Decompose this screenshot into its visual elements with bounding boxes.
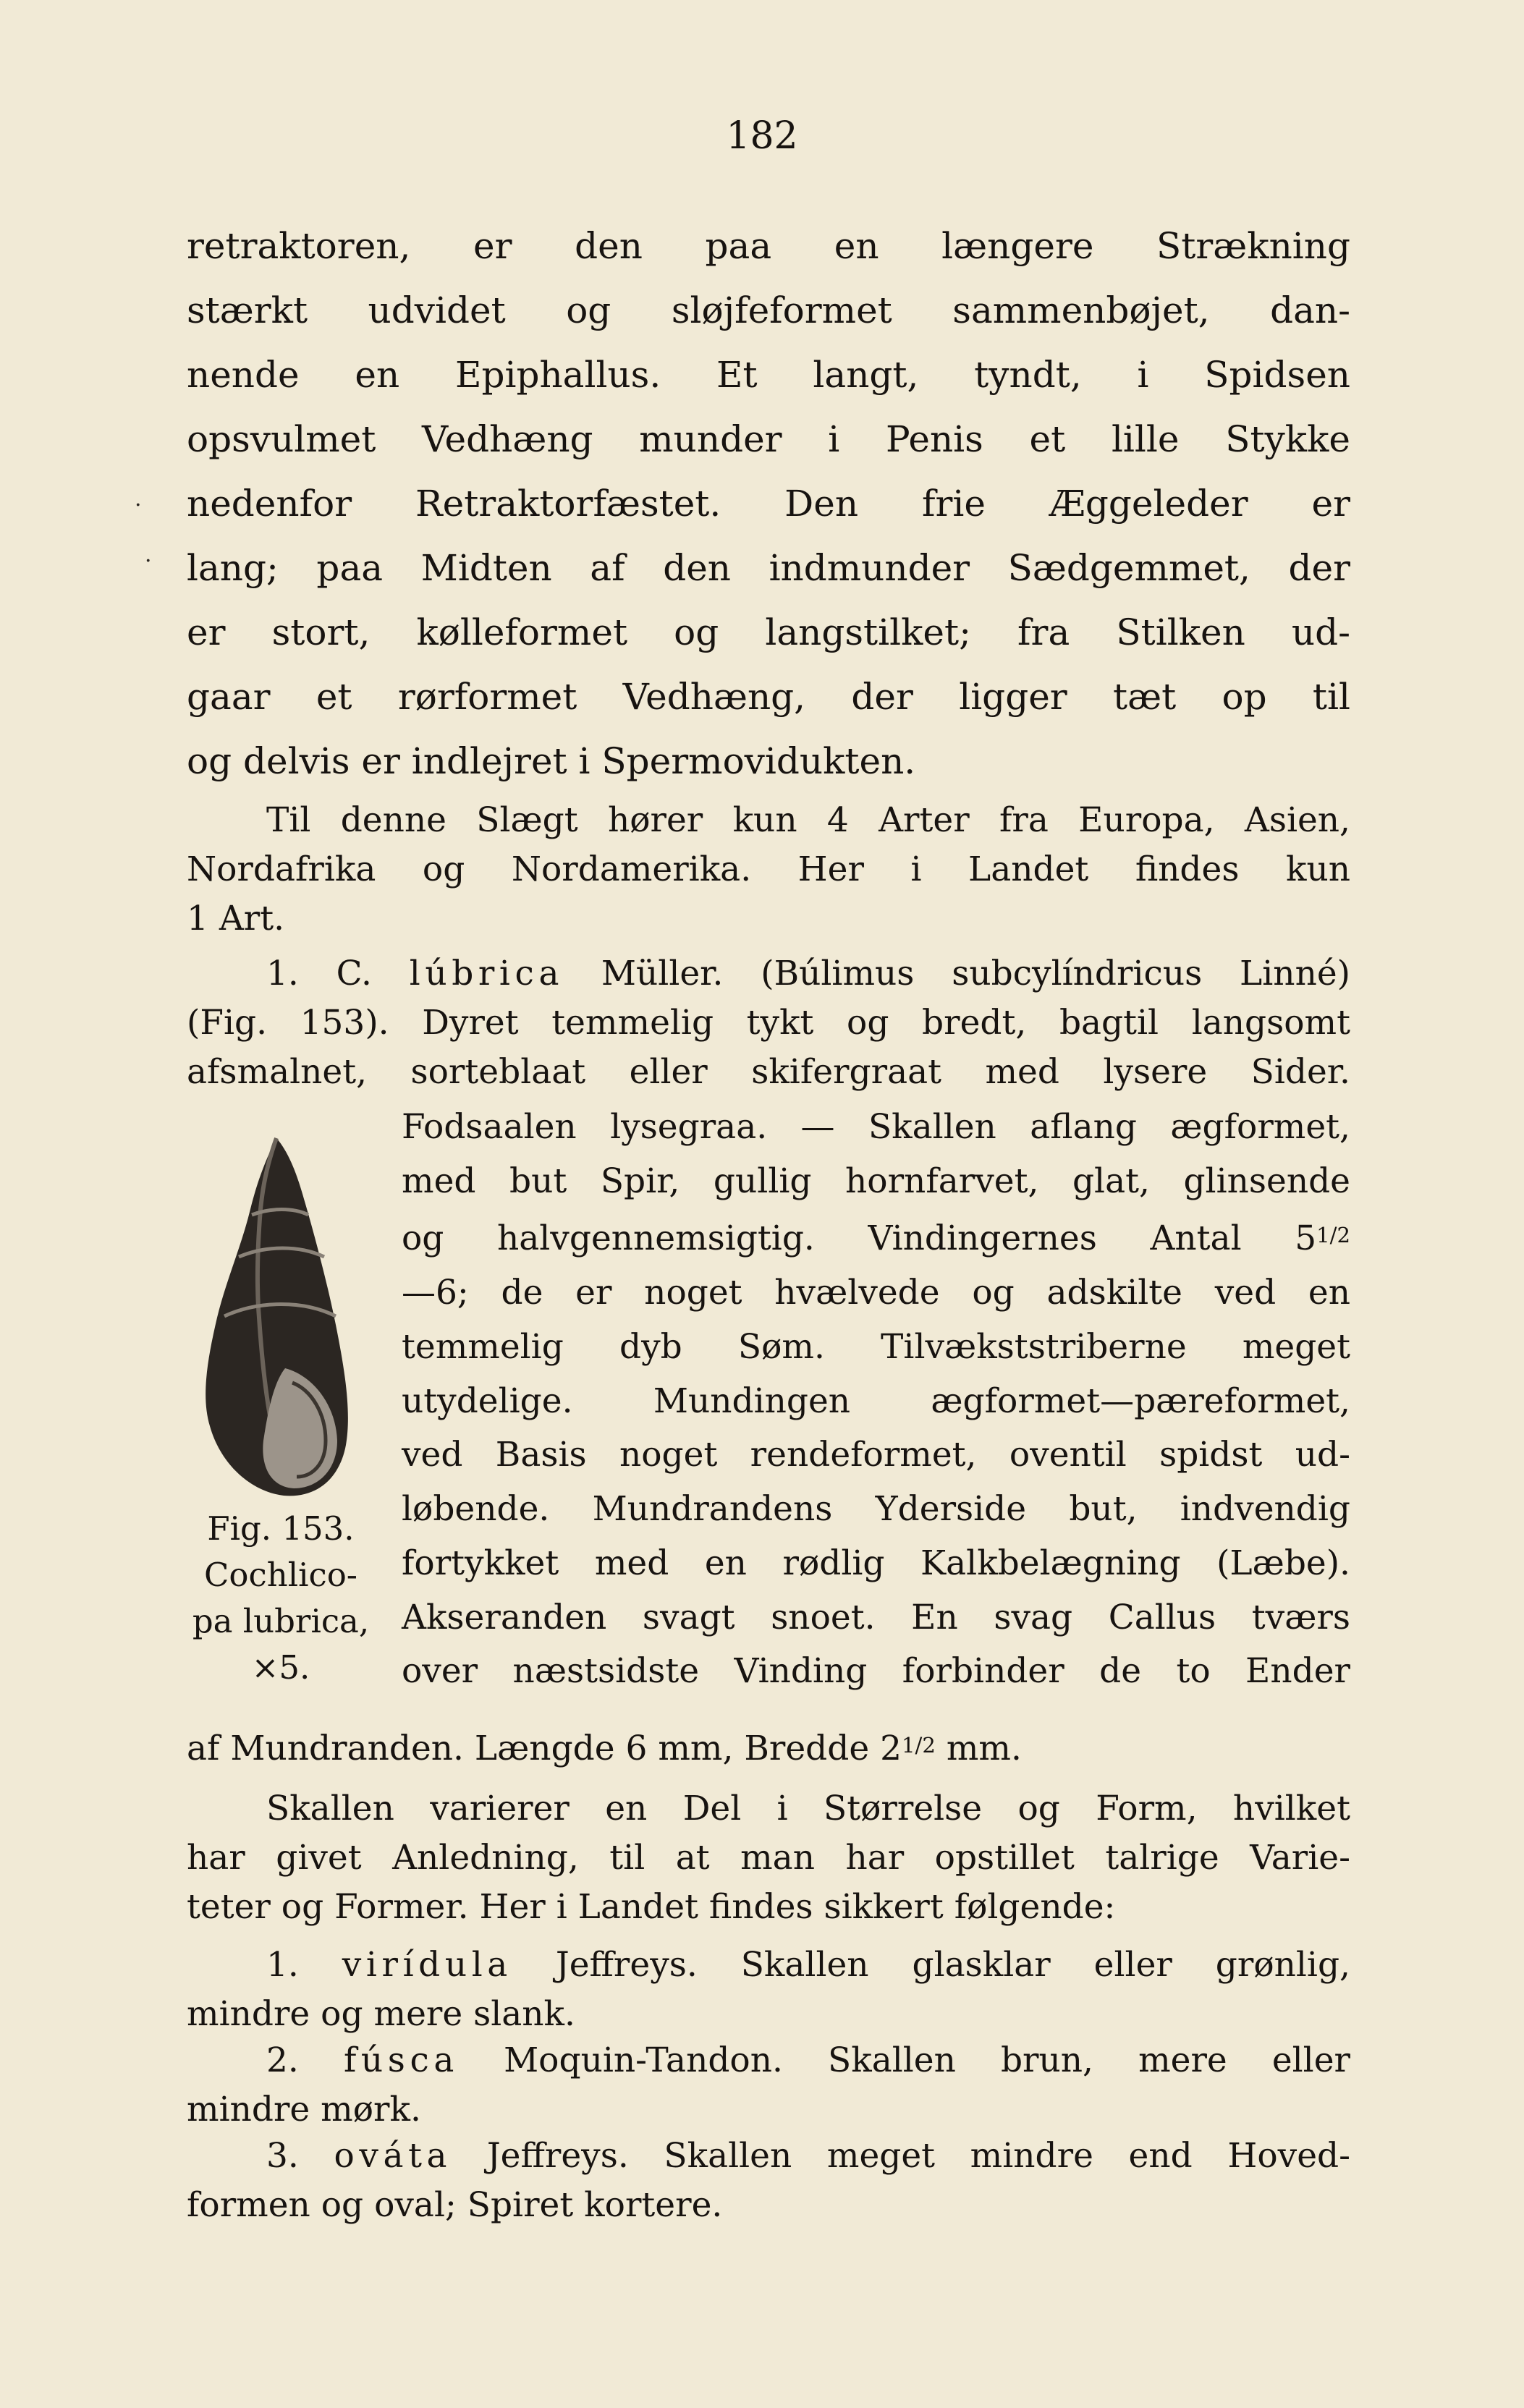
text-line: utydelige. Mundingen ægformet—pæreformet, [402, 1381, 1350, 1421]
variety-line: 2. fúsca Moquin-Tandon. Skallen brun, mere eller [266, 2040, 1350, 2080]
text-line: —6; de er noget hvælvede og adskilte ved en [402, 1273, 1350, 1313]
text-line: mindre og mere slank. [187, 1994, 575, 2034]
variety-3 [187, 2132, 1350, 2230]
text-line: afsmalnet, sorteblaat eller skifergraat med lysere Sider. [187, 1052, 1350, 1092]
text-line: ved Basis noget rendeformet, oventil spidst ud- [402, 1435, 1350, 1475]
text-line: gaar et rørformet Vedhæng, der ligger tæt op til [187, 676, 1350, 718]
figure-with-text [187, 1101, 1350, 1716]
variety-2 [187, 2036, 1350, 2134]
text-line: temmelig dyb Søm. Tilvækststriberne meget [402, 1327, 1350, 1367]
variety-line: 1. virídula Jeffreys. Skallen glasklar eller grønlig, [266, 1945, 1350, 1985]
caption-line: Cochlico- [204, 1556, 357, 1594]
text-line: (Fig. 153). Dyret temmelig tykt og bredt, bagtil langsomt [187, 1003, 1350, 1043]
page-number: 182 [726, 114, 798, 158]
text-line: opsvulmet Vedhæng munder i Penis et lille Stykke [187, 418, 1350, 460]
caption-line: Fig. 153. [207, 1509, 355, 1548]
species-name: lúbrica [409, 954, 564, 993]
species-number: 1. C. [266, 954, 372, 993]
text-line: Skallen varierer en Del i Størrelse og Form, hvilket [266, 1789, 1350, 1828]
text-line: mindre mørk. [187, 2090, 421, 2129]
variety-1 [187, 1941, 1350, 2039]
figure-caption [187, 1506, 375, 1691]
fraction: 1/2 [1316, 1223, 1350, 1248]
text-line: løbende. Mundrandens Yderside but, indvendig [402, 1489, 1350, 1530]
fraction: 1/2 [902, 1733, 936, 1758]
text-line: nedenfor Retraktorfæstet. Den frie Æggeleder er [187, 483, 1350, 525]
text-line: af Mundranden. Længde 6 mm, Bredde $2^{1/2}$ mm. [187, 1729, 1022, 1769]
text-line: og halvgennemsigtig. Vindingernes Antal $5^{1/2}$ [402, 1218, 1350, 1259]
species-author: Müller. (Búlimus subcylíndricus Linné) [601, 954, 1350, 993]
paragraph-measurements [187, 1721, 1350, 1773]
text-line: Akseranden svagt snoet. En svag Callus tværs [402, 1597, 1350, 1637]
text-line: teter og Former. Her i Landet findes sikkert følgende: [187, 1887, 1116, 1927]
paragraph-anatomy [187, 214, 1350, 794]
text-line: fortykket med en rødlig Kalkbelægning (Læbe). [402, 1543, 1350, 1583]
text-line: er stort, kølleformet og langstilket; fra Stilken ud- [187, 611, 1350, 653]
text-line: Nordafrika og Nordamerika. Her i Landet findes kun [187, 849, 1350, 889]
text-line: og delvis er indlejret i Spermovidukten. [187, 740, 916, 782]
variety-line: 3. ováta Jeffreys. Skallen meget mindre end Hoved- [266, 2136, 1350, 2176]
text-line: formen og oval; Spiret kortere. [187, 2185, 723, 2225]
text-line: lang; paa Midten af den indmunder Sædgemmet, der [187, 547, 1350, 589]
variety-name: fúsca [343, 2040, 459, 2080]
text-line: har givet Anledning, til at man har opstillet talrige Varie- [187, 1838, 1350, 1878]
species-heading-line [187, 949, 1350, 999]
paragraph-genus-note [187, 796, 1350, 944]
text-line: retraktoren, er den paa en længere Strækning [187, 225, 1350, 267]
margin-dot: · [145, 548, 152, 574]
text-line: 1 Art. [187, 899, 285, 938]
figure-side-text [402, 1101, 1350, 1699]
variety-name: ováta [334, 2136, 452, 2176]
margin-dot: . [135, 486, 142, 512]
text-line: stærkt udvidet og sløjfeformet sammenbøjet, dan- [187, 289, 1350, 331]
text-line: nende en Epiphallus. Et langt, tyndt, i Spidsen [187, 354, 1350, 396]
text-line: Til denne Slægt hører kun 4 Arter fra Europa, Asien, [266, 800, 1350, 840]
caption-line: ×5. [251, 1648, 310, 1687]
snail-shell-figure [191, 1129, 365, 1506]
text-line: Fodsaalen lysegraa. — Skallen aflang ægformet, [402, 1107, 1350, 1147]
variety-name: virídula [342, 1945, 512, 1985]
text-line: over næstsidste Vinding forbinder de to Ender [402, 1651, 1350, 1692]
text-line: med but Spir, gullig hornfarvet, glat, glinsende [402, 1161, 1350, 1201]
paragraph-variation [187, 1784, 1350, 1932]
caption-line: pa lubrica, [192, 1602, 370, 1640]
paragraph-species [187, 949, 1350, 1097]
